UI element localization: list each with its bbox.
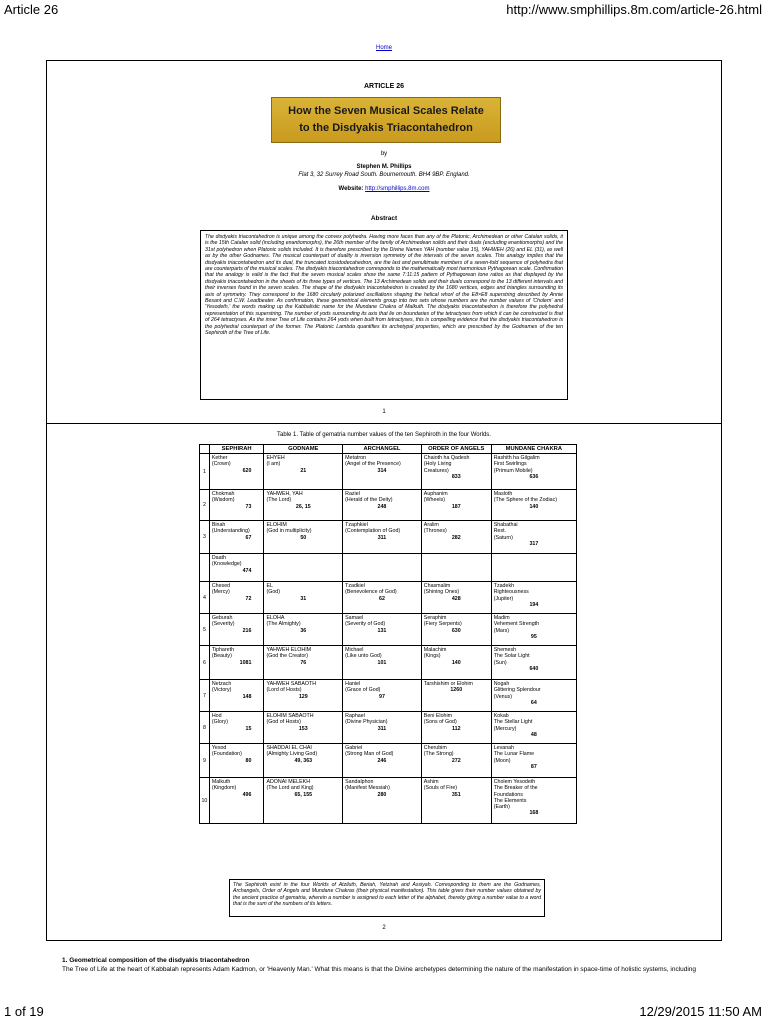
godname-value: 50 [300, 534, 307, 541]
row-index: 2 [200, 490, 210, 521]
table-cell-godname [264, 521, 343, 554]
table-cell-order [421, 744, 491, 778]
archangel-name: Metatron (Angel of the Presence) [345, 455, 401, 468]
table-cell-order [421, 680, 491, 712]
archangel-name: Haniel (Grace of God) [345, 681, 381, 694]
archangel-name: Samael (Severity of God) [345, 615, 386, 628]
table-cell-order [421, 521, 491, 554]
table-cell-godname [264, 744, 343, 778]
document-page-1 [46, 60, 722, 424]
godname-name: ELOHIM SABAOTH (God of Hosts) [266, 713, 314, 726]
table-cell-godname [264, 778, 343, 824]
archangel-name: Raziel (Herald of the Deity) [345, 491, 393, 504]
table-cell-sephirah [209, 521, 264, 554]
chakra-value: 317 [529, 540, 539, 547]
table-cell-order [421, 778, 491, 824]
godname-name: SHADDAI EL CHAI (Almighty Living God) [266, 745, 318, 758]
chakra-value: 87 [530, 763, 537, 770]
table-cell-order [421, 582, 491, 614]
table-cell-archangel [343, 744, 422, 778]
table-cell-sephirah [209, 778, 264, 824]
archangel-value: 131 [377, 627, 387, 634]
table-cell-sephirah [209, 646, 264, 680]
table-cell-archangel [343, 554, 422, 582]
table-cell-archangel [343, 582, 422, 614]
chakra-name: Shemesh The Solar Light (Sun) [493, 647, 530, 666]
column-header: MUNDANE CHAKRA [491, 445, 576, 454]
table-cell-sephirah [209, 680, 264, 712]
table-cell-chakra [491, 521, 576, 554]
chakra-value: 95 [530, 633, 537, 640]
archangel-name: Raphael (Divine Physician) [345, 713, 388, 726]
table-row [200, 744, 577, 778]
page-count: 1 of 19 [4, 1004, 44, 1019]
table-cell-sephirah [209, 614, 264, 646]
print-datetime: 12/29/2015 11:50 AM [639, 1004, 762, 1019]
sephirah-name: Tiphareth (Beauty) [211, 647, 235, 660]
order-name: Beni Elohim (Sons of God) [423, 713, 457, 726]
table-cell-chakra [491, 680, 576, 712]
table-cell-sephirah [209, 582, 264, 614]
godname-value: 49, 363 [294, 757, 313, 764]
archangel-value: 248 [377, 503, 387, 510]
godname-name: YAHWEH, YAH (The Lord) [266, 491, 303, 504]
order-value: 272 [451, 757, 461, 764]
table-cell-sephirah [209, 490, 264, 521]
table-cell-chakra [491, 744, 576, 778]
table-cell-archangel [343, 521, 422, 554]
sephiroth-table [199, 444, 577, 824]
order-name: Aralim (Thrones) [423, 522, 447, 535]
table-row [200, 646, 577, 680]
godname-value: 153 [298, 725, 308, 732]
row-index: 4 [200, 582, 210, 614]
row-index [200, 554, 210, 582]
sephirah-name: Yesod (Foundation) [211, 745, 242, 758]
website-label: Website: [338, 186, 364, 192]
sephirah-name: Kether (Crown) [211, 455, 231, 468]
chakra-value: 48 [530, 731, 537, 738]
chakra-value: 140 [529, 503, 539, 510]
table-row [200, 712, 577, 744]
print-url: http://www.smphillips.8m.com/article-26.html [506, 2, 762, 17]
section-body: The Tree of Life at the heart of Kabbalah represents Adam Kadmon, or 'Heavenly Man.' What this means is that the Divine archetypes determining the nature of the manifestation in space-time of holistic systems, including [62, 966, 697, 973]
table-cell-order [421, 646, 491, 680]
table-caption: Table 1. Table of gematria number values of the ten Sephiroth in the four Worlds. [277, 432, 491, 438]
table-note: The Sephiroth exist in the four Worlds of Atziluth, Beriah, Yetzirah and Assiyah. Corresponding to them are the Godnames, Archangels, Order of Angels and Mundane Chakras (their physical manifestation). This table gives their number values obtained by the ancient practice of gematria, wherein a number is assigned to each letter of the alphabet, thereby giving a number value to a word that is the sum of the numbers of its letters. [229, 879, 545, 917]
sephirah-name: Chesed (Mercy) [211, 583, 231, 596]
godname-name: ELOHIM (God in multiplicity) [266, 522, 312, 535]
archangel-name: Sandalphon (Manifest Messiah) [345, 779, 390, 792]
order-value: 112 [451, 725, 461, 732]
archangel-name: Michael (Like unto God) [345, 647, 382, 660]
order-value: 351 [451, 791, 461, 798]
sephirah-value: 148 [242, 693, 252, 700]
sephirah-name: Hod (Glory) [211, 713, 229, 726]
title-banner [271, 97, 501, 143]
document-page-2 [46, 424, 722, 941]
table-cell-order [421, 712, 491, 744]
table-cell-chakra [491, 712, 576, 744]
sephirah-value: 474 [242, 567, 252, 574]
table-cell-order [421, 614, 491, 646]
sephirah-value: 1081 [239, 659, 252, 666]
author-name: Stephen M. Phillips [356, 164, 412, 170]
table-cell-sephirah [209, 454, 264, 490]
order-name: Seraphim (Fiery Serpents) [423, 615, 462, 628]
home-link[interactable]: Home [375, 45, 392, 51]
chakra-value: 64 [530, 699, 537, 706]
table-cell-order [421, 454, 491, 490]
order-name: Tarshishim or Elohim [423, 681, 473, 688]
row-index: 3 [200, 521, 210, 554]
archangel-value: 311 [377, 534, 387, 541]
section-title: 1. Geometrical composition of the disdyakis triacontahedron [62, 957, 250, 964]
index-header [200, 445, 210, 454]
chakra-value: 168 [529, 810, 539, 817]
order-value: 428 [451, 595, 461, 602]
page-number-1: 1 [382, 409, 386, 415]
table-cell-archangel [343, 646, 422, 680]
godname-name: YAHWEH ELOHIM (God the Creator) [266, 647, 312, 660]
archangel-value: 246 [377, 757, 387, 764]
table-cell-sephirah [209, 554, 264, 582]
column-header: ARCHANGEL [343, 445, 422, 454]
chakra-name: Masloth (The Sphere of the Zodiac) [493, 491, 558, 504]
table-cell-godname [264, 454, 343, 490]
sephirah-name: Chokmah (Wisdom) [211, 491, 235, 504]
table-cell-archangel [343, 614, 422, 646]
table-cell-archangel [343, 778, 422, 824]
godname-value: 31 [300, 595, 307, 602]
table-cell-chakra [491, 454, 576, 490]
godname-name: YAHWEH SABAOTH (Lord of Hosts) [266, 681, 317, 694]
row-index: 10 [200, 778, 210, 824]
order-value: 1260 [450, 687, 463, 694]
godname-value: 65, 155 [294, 791, 313, 798]
sephirah-value: 496 [242, 791, 252, 798]
table-cell-sephirah [209, 744, 264, 778]
row-index: 1 [200, 454, 210, 490]
order-name: Auphanim (Wheels) [423, 491, 448, 504]
table-cell-archangel [343, 680, 422, 712]
godname-value: 36 [300, 627, 307, 634]
table-cell-godname [264, 554, 343, 582]
sephirah-value: 15 [245, 725, 252, 732]
banner-line-1: How the Seven Musical Scales Relate [288, 105, 484, 117]
order-value: 630 [451, 627, 461, 634]
chakra-name: Cholem Yesodeth The Breaker of the Foundations The Elements (Earth) [493, 779, 538, 811]
abstract-title: Abstract [370, 215, 398, 222]
archangel-value: 280 [377, 791, 387, 798]
table-cell-godname [264, 614, 343, 646]
print-footer [0, 1000, 768, 1024]
archangel-value: 314 [377, 467, 387, 474]
chakra-name: Nogah Glittering Splendour (Venus) [493, 681, 541, 700]
sephirah-value: 73 [245, 503, 252, 510]
sephirah-name: Netzach (Victory) [211, 681, 232, 694]
sephirah-value: 72 [245, 595, 252, 602]
archangel-value: 62 [379, 595, 385, 602]
author-address: Flat 3, 32 Surrey Road South. Bournemouth. BH4 9BP. England. [298, 172, 470, 178]
order-name: Chaioth ha Qadesh (Holy Living Creatures) [423, 455, 470, 474]
table-row [200, 521, 577, 554]
table-cell-chakra [491, 582, 576, 614]
table-header-row [200, 445, 577, 454]
sephirah-name: Daath (Knowledge) [211, 555, 242, 568]
order-name: Ashim (Souls of Fire) [423, 779, 458, 792]
archangel-value: 311 [377, 725, 387, 732]
chakra-name: Tzadekh Righteousness (Jupiter) [493, 583, 529, 602]
table-row [200, 778, 577, 824]
row-index: 7 [200, 680, 210, 712]
table-row [200, 490, 577, 521]
order-value: 140 [451, 659, 461, 666]
section-1 [62, 957, 712, 973]
banner-line-2: to the Disdyakis Triacontahedron [299, 122, 473, 134]
order-name: Malachim (Kings) [423, 647, 447, 660]
table-row [200, 614, 577, 646]
sephirah-value: 80 [245, 757, 252, 764]
chakra-name: Rashith ha Gilgalim First Swirlings (Primum Mobile) [493, 455, 540, 474]
by-label: by [380, 151, 388, 157]
table-cell-archangel [343, 490, 422, 521]
chakra-value: 194 [529, 601, 539, 608]
godname-value: 76 [300, 659, 307, 666]
column-header: ORDER OF ANGELS [421, 445, 491, 454]
sephirah-value: 67 [245, 534, 252, 541]
table-cell-godname [264, 646, 343, 680]
sephirah-value: 216 [242, 627, 252, 634]
order-name: Chasmalim (Shining Ones) [423, 583, 460, 596]
print-header [0, 0, 768, 22]
table-row [200, 454, 577, 490]
table-cell-chakra [491, 646, 576, 680]
godname-value: 26, 15 [295, 503, 311, 510]
sephirah-name: Malkuth (Kingdom) [211, 779, 237, 792]
chakra-name: Levanah The Lunar Flame (Moon) [493, 745, 535, 764]
godname-name: EHYEH (I am) [266, 455, 285, 468]
order-value: 187 [451, 503, 461, 510]
order-name: Cherubim (The Strong) [423, 745, 454, 758]
archangel-value: 97 [379, 693, 385, 700]
table-cell-sephirah [209, 712, 264, 744]
godname-name: ADONAI MELEKH (The Lord and King) [266, 779, 314, 792]
row-index: 6 [200, 646, 210, 680]
sephirah-value: 620 [242, 467, 252, 474]
table-cell-godname [264, 712, 343, 744]
godname-name: EL (God) [266, 583, 280, 596]
archangel-value: 101 [377, 659, 387, 666]
table-cell-chakra [491, 778, 576, 824]
table-cell-order [421, 490, 491, 521]
row-index: 9 [200, 744, 210, 778]
table-cell-godname [264, 680, 343, 712]
chakra-name: Kokab The Stellar Light (Mercury) [493, 713, 533, 732]
order-value: 833 [451, 473, 461, 480]
column-header: SEPHIRAH [209, 445, 264, 454]
table-cell-chakra [491, 554, 576, 582]
row-index: 8 [200, 712, 210, 744]
chakra-name: Shabathai Rest. (Saturn) [493, 522, 518, 541]
page-number-2: 2 [382, 925, 386, 931]
table-cell-order [421, 554, 491, 582]
chakra-value: 640 [529, 665, 539, 672]
chakra-value: 636 [529, 473, 539, 480]
website-link[interactable]: http://smphillips.8m.com [365, 186, 430, 192]
website-line [47, 186, 721, 192]
chakra-name: Madim Vehement Strength (Mars) [493, 615, 540, 634]
table-body [200, 454, 577, 824]
godname-name: ELOHA (The Almighty) [266, 615, 301, 628]
table-row [200, 680, 577, 712]
table-cell-archangel [343, 712, 422, 744]
archangel-name: Tzaphkiel (Contemplation of God) [345, 522, 401, 535]
archangel-name: Gabriel (Strong Man of God) [345, 745, 394, 758]
order-value: 282 [451, 534, 461, 541]
table-cell-chakra [491, 490, 576, 521]
godname-value: 129 [298, 693, 308, 700]
row-index: 5 [200, 614, 210, 646]
table-cell-archangel [343, 454, 422, 490]
abstract-text: The disdyakis triacontahedron is unique among the convex polyhedra. Having more faces than any of the Platonic, Archimedean or other Catalan solids, it is the 15th Catalan solid (including enantiomorphs), the 26th member of the family of Archimedean solids and their duals (excluding enantiomorphs) and the 31st polyhedron when Platonic solids included. It is therefore prescribed by the Divine Names YAH (number value 15), YAHWEH (26) and EL (31), as well as by the other Godnames. The musical counterpart of duality is inversion symmetry of the intervals of the seven scales. This analogy implies that the disdyakis triacontahedron and its dual, the truncated icosidodecahedron, are the last and penultimate members of a seven-fold sequence of polyhedra that are counterparts of the musical scales. The disdyakis triacontahedron corresponds to the mathematically most harmonious Pythagorean scale. Confirmation that the analogy is valid is the fact that the seven musical scales show the same 7:11:15 pattern of Pythagorean tone ratios as that displayed by the disdyakis triacontahedron in the sheets of its three types of vertices. The 13 Archimedean solids and their duals correspond to the 13 different intervals and their inverses found in the seven scales. The shape of the disdyakis triacontahedron is created by the 1680 vertices, edges and triangles surrounding its axis of symmetry. They correspond to the 1680 circularly polarized oscillations shaping the helical whorl of the E8×E8 superstring described by Annie Besant and C.W. Leadbeater. As confirmation, these geometrical elements group into two sets whose numbers are the number values of 'Cholem' and 'Yesodeth,' the words making up the Kabbalistic name for the Mundane Chakra of Malkuth. The disdyakis triacontahedron is therefore the polyhedral representation of this superstring. The number of yods surrounding its axis that lie on boundaries of the tetractyses from which it can be constructed is that of 264 tetractyses. As the inner Tree of Life contains 264 yods when built from tetractyses, this is compelling evidence that the disdyakis triacontahedron is the polyhedral counterpart of the former. The Platonic Lambda quantifies its archetypal properties, which are prescribed by the Godnames of the ten Sephiroth of the Tree of Life. [200, 230, 568, 400]
column-header: GODNAME [264, 445, 343, 454]
sephirah-name: Geburah (Severity) [211, 615, 235, 628]
article-label: ARTICLE 26 [363, 83, 405, 90]
archangel-name: Tzadkiel (Benevolence of God) [345, 583, 397, 596]
table-cell-godname [264, 490, 343, 521]
godname-value: 21 [300, 467, 307, 474]
print-title: Article 26 [4, 2, 59, 17]
table-row [200, 554, 577, 582]
table-cell-chakra [491, 614, 576, 646]
table-row [200, 582, 577, 614]
table-cell-godname [264, 582, 343, 614]
sephirah-name: Binah (Understanding) [211, 522, 250, 535]
